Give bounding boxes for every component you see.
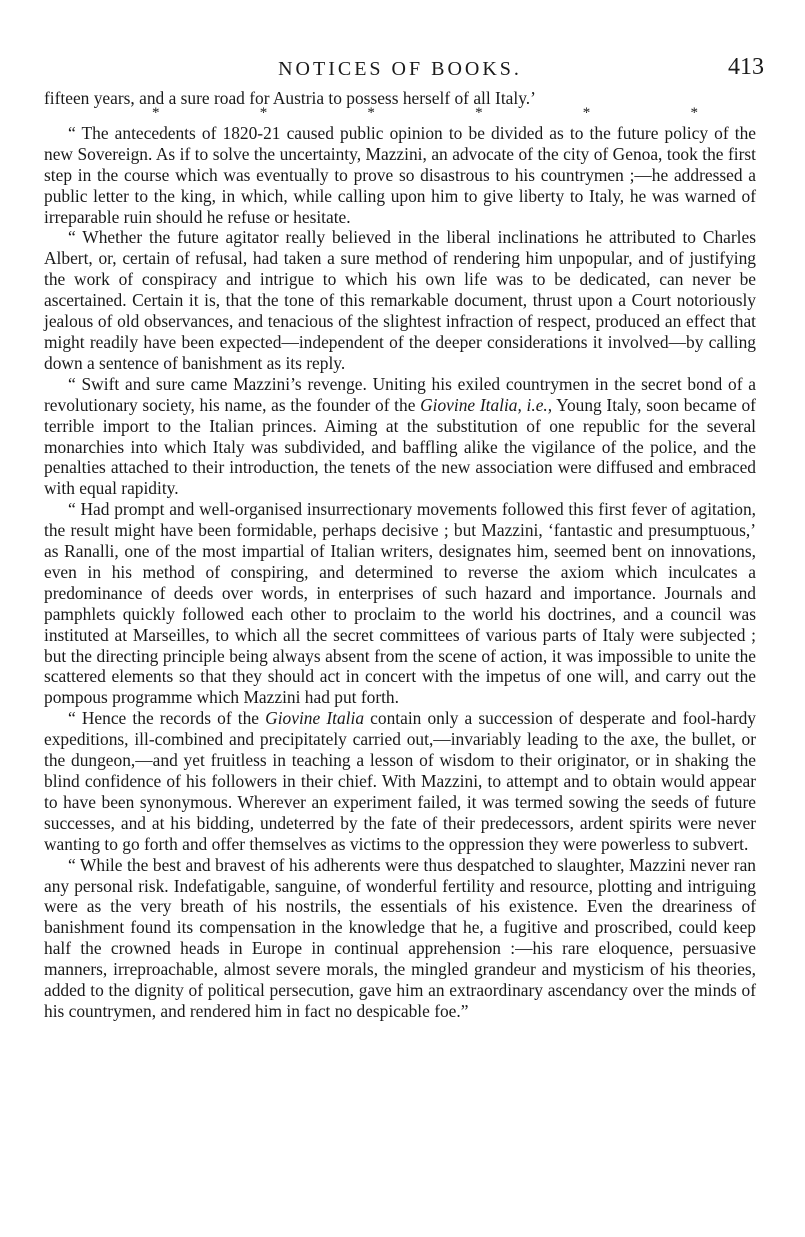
italic-giovine-italia-2: Giovine Italia xyxy=(265,708,365,729)
italic-ie: i.e., xyxy=(526,394,553,415)
paragraph-5-text-b: contain only a succession of desperate and fool-hardy expeditions, ill-combined and precipitately carried out,—invariably leading to the axe, the bullet, or the dungeon,—and yet fruitless in teaching a lesson of wisdom to their originator, or in shaking the blind confidence of his followers in their chief. With Mazzini, to attempt and to obtain would appear to have been synonymous. Wherever an experiment failed, it was termed sowing the seeds of future successes, and at his bidding, undeterred by the fate of their predecessors, ardent spirits were never wanting to go forth and offer themselves as victims to the oppression they were powerless to subvert. xyxy=(44,708,757,854)
paragraph-4: “ Had prompt and well-organised insurrectionary movements followed this first fever of agitation, the result might have been formidable, perhaps decisive ; but Mazzini, ‘fantastic and presumptuous,’ as Ranalli, one of the most impartial of Italian writers, designates him, seemed bent on innovations, even in his method of conspiring, and determined to reverse the axiom which inculcates a predominance of deeds over words, in enterprises of such hazard and importance. Journals and pamphlets quickly followed each other to proclaim to the world his doctrines, and a council was instituted at Marseilles, to which all the secret committees of various parts of Italy were subjected ; but the directing principle being always absent from the scene of action, it was impossible to unite the scattered elements so that they should act in concert with the impetus of one will, and carry out the pompous programme which Mazzini had put forth. xyxy=(44,499,756,708)
italic-giovine-italia: Giovine Italia, xyxy=(420,394,522,415)
paragraph-5-text-a: “ Hence the records of the xyxy=(68,708,266,729)
paragraph-5 xyxy=(44,708,756,854)
separator-star: * xyxy=(475,104,483,121)
separator-star: * xyxy=(582,104,591,121)
paragraph-1: “ The antecedents of 1820-21 caused public opinion to be divided as to the future policy of the new Sovereign. As if to solve the uncertainty, Mazzini, an advocate of the city of Genoa, took the first step in the course which was eventually to prove so disastrous to his countrymen ;—he addressed a public letter to the king, in which, while calling upon him to give liberty to Italy, he was warned of irreparable ruin should he refuse or hesitate. xyxy=(44,122,756,227)
separator-star: * xyxy=(690,104,698,121)
book-page xyxy=(44,54,764,1022)
running-header xyxy=(44,54,764,88)
separator-star: * xyxy=(367,104,375,121)
page-header-title: NOTICES OF BOOKS. xyxy=(278,58,522,80)
paragraph-2: “ Whether the future agitator really believed in the liberal inclinations he attributed to Charles Albert, or, certain of refusal, had taken a sure method of rendering him unpopular, and of justifying the work of conspiracy and intrigue to which his own life was to be dedicated, can never be ascertained. Certain it is, that the tone of this remarkable document, thrust upon a Court notoriously jealous of old observances, and tenacious of the slightest infraction of respect, produced an effect that might readily have been expected—independent of the deeper considerations it involved—by calling down a sentence of banishment as its reply. xyxy=(44,227,756,373)
paragraph-6: “ While the best and bravest of his adherents were thus despatched to slaughter, Mazzini never ran any personal risk. Indefatigable, sanguine, of wonderful fertility and resource, plotting and intriguing were as the very breath of his nostrils, the essentials of his existence. Even the dreariness of banishment found its compensation in the knowledge that he, a fugitive and proscribed, could keep half the crowned heads in Europe in continual apprehension :—his rare eloquence, persuasive manners, irreproachable, almost severe morals, the mingled grandeur and mysticism of his theories, added to the dignity of political persecution, gave him an extraordinary ascendancy over the minds of his countrymen, and rendered him in fact no despicable foe.” xyxy=(44,854,756,1021)
page-number: 413 xyxy=(728,54,764,80)
separator-star: * xyxy=(152,104,160,121)
paragraph-3-text-b: Young Italy, soon became of terrible import to the Italian princes. Aiming at the substitution of one republic for the several monarchies into which Italy was subdivided, and baffling alike the vigilance of the police, and the penalties attached to their introduction, the tenets of the new association were diffused and embraced with equal rapidity. xyxy=(44,394,756,499)
article-body xyxy=(44,88,756,1022)
paragraph-3-text-a: “ Swift and sure came Mazzini’s revenge. Uniting his exiled countrymen in the secret bond of a revolutionary society, his name, as the founder of the xyxy=(44,373,756,415)
paragraph-3 xyxy=(44,374,756,499)
opening-line: fifteen years, and a sure road for Austria to possess herself of all Italy.’ xyxy=(44,88,536,108)
separator-star: * xyxy=(259,104,268,121)
